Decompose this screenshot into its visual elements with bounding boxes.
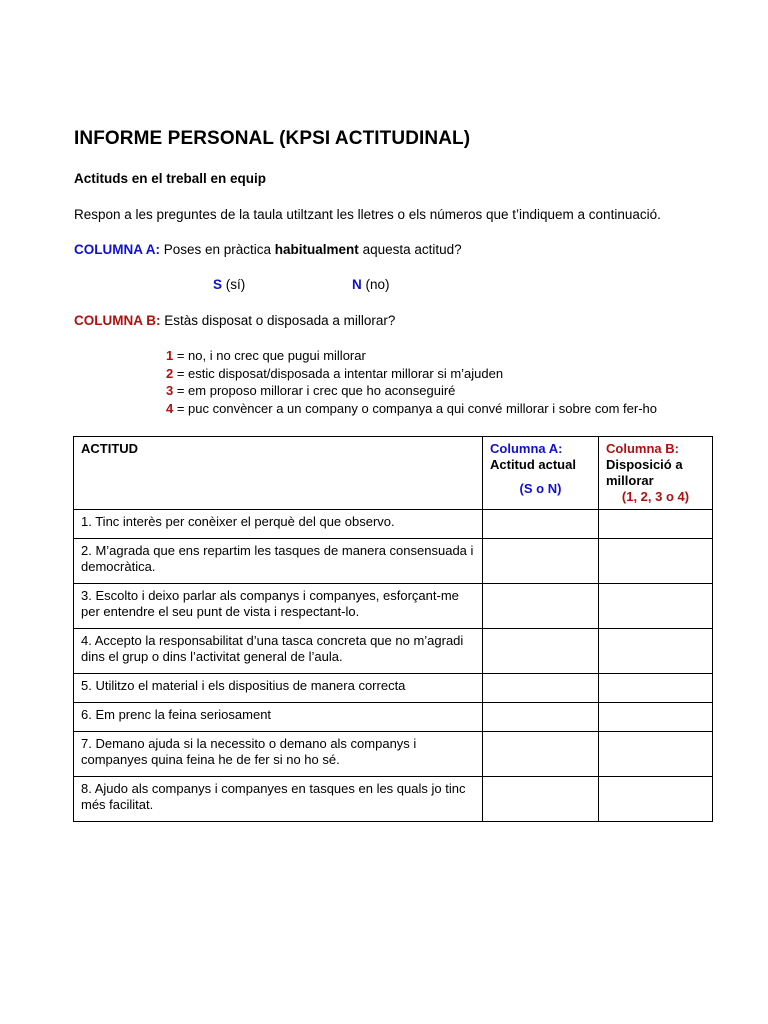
actitud-cell: 1. Tinc interès per conèixer el perquè del que observo. [74,510,483,539]
legend-key: 3 [166,383,174,398]
actitud-cell: 7. Demano ajuda si la necessito o demano als companys i companyes quina feina he de fer si no ho sé. [74,732,483,777]
column-a-option-s [213,277,245,292]
column-b-label: COLUMNA B: [74,313,161,328]
column-b-legend [166,347,657,417]
column-a-answer-cell[interactable] [483,674,599,703]
table-row [74,539,713,584]
table-row [74,584,713,629]
header-column-a-sub: Actitud actual [490,457,576,472]
column-a-answer-cell[interactable] [483,629,599,674]
table-row [74,510,713,539]
legend-text: = estic disposat/disposada a intentar millorar si m’ajuden [173,365,504,381]
column-a-question-emphasis: habitualment [274,242,359,257]
option-text: (sí) [222,277,246,292]
actitud-cell: 3. Escolto i deixo parlar als companys i companyes, esforçant-me per entendre el seu punt de vista i respectant-lo. [74,584,483,629]
legend-item-4 [166,400,657,418]
legend-key: 4 [166,400,174,416]
actitud-cell: 2. M’agrada que ens repartim les tasques de manera consensuada i democràtica. [74,539,483,584]
column-b-answer-cell[interactable] [599,777,713,822]
column-a-answer-cell[interactable] [483,539,599,584]
table-row [74,629,713,674]
section-subtitle: Actituds en el treball en equip [74,171,267,186]
page-title: INFORME PERSONAL (KPSI ACTITUDINAL) [74,128,471,149]
header-column-a [483,437,599,510]
column-b-answer-cell[interactable] [599,674,713,703]
instructions-text: Respon a les preguntes de la taula utiltzant les lletres o els números que t’indiquem a continuació. [74,207,661,222]
option-text: (no) [361,277,390,292]
legend-text: = no, i no crec que pugui millorar [173,348,366,363]
legend-text: = puc convèncer a un company o companya a qui convé millorar i sobre com fer-ho [173,400,658,416]
kpsi-table [73,436,713,822]
column-a-answer-cell[interactable] [483,510,599,539]
legend-key: 2 [166,365,174,381]
column-b-answer-cell[interactable] [599,703,713,732]
actitud-cell: 8. Ajudo als companys i companyes en tasques en les quals jo tinc més facilitat. [74,777,483,822]
column-b-question-text: Estàs disposat o disposada a millorar? [160,313,396,328]
column-b-answer-cell[interactable] [599,629,713,674]
column-b-answer-cell[interactable] [599,510,713,539]
table-row [74,674,713,703]
option-key: S [213,277,223,292]
table-row [74,703,713,732]
header-column-b [599,437,713,510]
header-column-b-sub: Disposició a millorar [606,457,683,488]
header-column-a-title: Columna A: [490,441,563,456]
column-b-question [74,313,395,328]
table-row [74,777,713,822]
column-a-answer-cell[interactable] [483,584,599,629]
column-a-question-before: Poses en pràctica [159,242,275,257]
column-a-answer-cell[interactable] [483,777,599,822]
legend-text: = em proposo millorar i crec que ho aconseguiré [173,383,456,398]
header-column-b-hint: (1, 2, 3 o 4) [621,489,690,504]
header-column-b-title: Columna B: [606,441,679,456]
column-b-answer-cell[interactable] [599,539,713,584]
legend-item-2 [166,365,657,383]
column-a-label: COLUMNA A: [74,242,160,257]
option-key: N [352,277,362,292]
table-header-row [74,437,713,510]
column-a-option-n [352,277,390,292]
header-column-a-hint: (S o N) [519,481,562,496]
legend-item-1 [166,347,657,365]
actitud-cell: 5. Utilitzo el material i els dispositius de manera correcta [74,674,483,703]
column-b-answer-cell[interactable] [599,584,713,629]
column-a-question-after: aquesta actitud? [358,242,462,257]
actitud-cell: 6. Em prenc la feina seriosament [74,703,483,732]
column-a-question [74,242,462,257]
column-a-answer-cell[interactable] [483,703,599,732]
table-row [74,732,713,777]
column-b-answer-cell[interactable] [599,732,713,777]
actitud-cell: 4. Accepto la responsabilitat d’una tasca concreta que no m’agradi dins el grup o dins l’activitat general de l’aula. [74,629,483,674]
column-a-answer-cell[interactable] [483,732,599,777]
header-actitud: ACTITUD [74,437,483,510]
legend-item-3 [166,382,657,400]
legend-key: 1 [166,348,174,363]
